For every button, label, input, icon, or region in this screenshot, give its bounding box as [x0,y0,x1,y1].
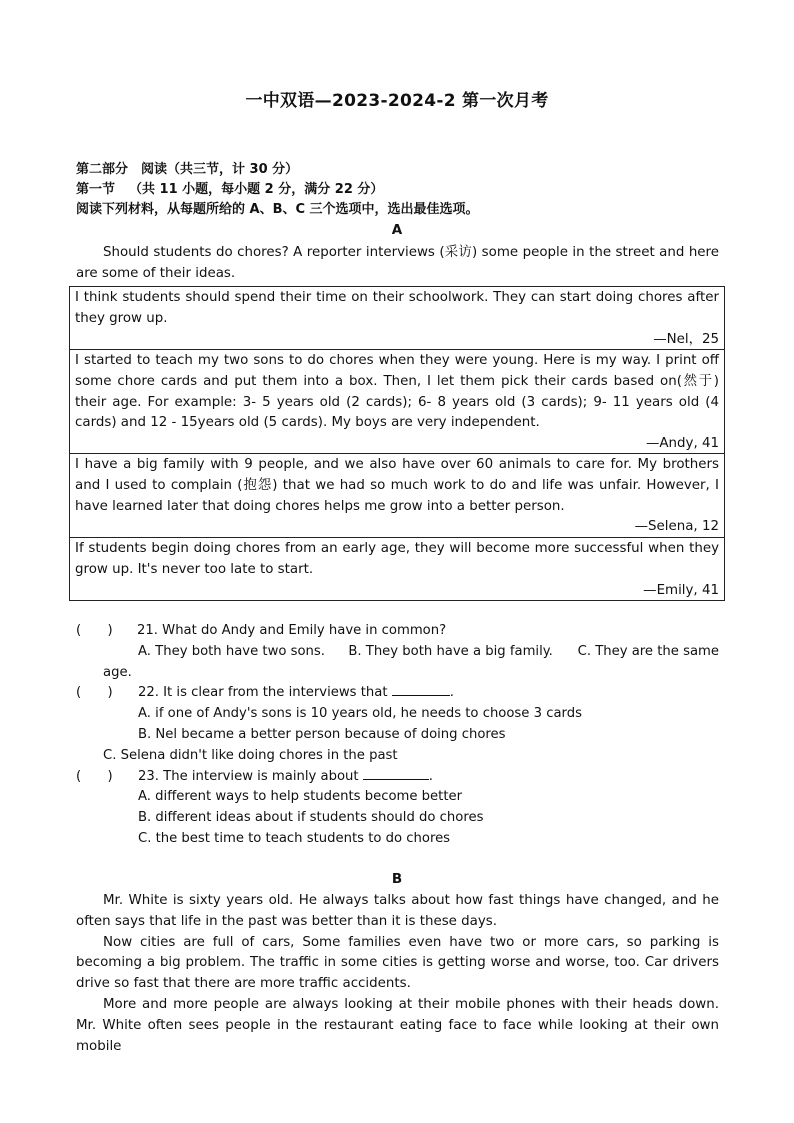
option-row [76,642,719,663]
passage-a-intro [76,243,719,285]
interview-signature: —Andy, 41 [645,436,719,452]
question-22: ( ) 22. It is clear from the interviews that . [76,683,719,704]
question-stem: 23. The interview is mainly about [138,768,359,784]
answer-blank[interactable] [392,683,450,696]
interview-signature: —Nel，25 [653,331,719,347]
passage-a-letter: A [391,222,403,238]
section-header [76,160,726,220]
instruction: 阅读下列材料，从每题所给的 A、B、C 三个选项中，选出最佳选项。 [76,202,479,217]
answer-bracket[interactable]: ( ) [76,623,113,638]
question-21 [76,621,719,642]
option-b[interactable]: B. different ideas about if students should do chores [138,810,484,826]
option-c[interactable]: C. They are the same [577,643,719,659]
page-title: 一中双语—2023-2024-2 第一次月考 [245,91,549,111]
answer-blank[interactable] [363,767,429,780]
section-line [76,180,726,200]
option-c[interactable]: C. Selena didn't like doing chores in the past [103,747,398,763]
answer-bracket[interactable]: ( ) [76,768,113,784]
intro-paragraph: Should students do chores? A reporter interviews (采访) some people in the street and here are some of their ideas. [76,245,719,281]
passage-b-letter: B [391,871,403,887]
section-detail: （共 11 小题，每小题 2 分，满分 22 分） [129,182,384,197]
option-b[interactable]: B. Nel became a better person because of doing chores [138,726,506,742]
interview-signature: —Selena, 12 [634,519,719,535]
passage-b-paragraph: Now cities are full of cars, Some families even have two or more cars, so parking is becoming a big problem. The traffic in some cities is getting worse and worse, too. Car drivers drive so fast that there are more traffic accidents. [76,934,719,992]
interview-row [70,454,724,538]
question-list [76,621,719,850]
option-wrap: age. [103,664,132,680]
option-c[interactable]: C. the best time to teach students to do chores [138,830,451,846]
passage-b [76,891,719,1057]
option-a[interactable]: A. if one of Andy's sons is 10 years old, he needs to choose 3 cards [138,706,582,722]
interview-row [70,287,724,350]
passage-b-paragraph: Mr. White is sixty years old. He always talks about how fast things have changed, and he often says that life in the past was better than it is these days. [76,893,719,929]
interview-table [69,286,725,601]
interview-text: If students begin doing chores from an early age, they will become more successful when they grow up. It's never too late to start. [75,541,719,577]
interview-text: I started to teach my two sons to do chores when they were young. Here is my way. I print off some chore cards and put them into a box. Then, I let them pick their cards based on(然于) their age. For example: 3- 5 years old (2 cards); 6- 8 years old (3 cards); 9- 11 years old (4 cards) and 12 - 15years old (5 cards). My boys are very independent. [75,353,719,431]
question-stem: 21. What do Andy and Emily have in common? [137,623,447,638]
option-b[interactable]: B. They both have a big family. [348,643,553,659]
option-a[interactable]: A. They both have two sons. [138,643,325,659]
answer-bracket[interactable]: ( ) [76,685,113,701]
interview-row [70,350,724,454]
option-a[interactable]: A. different ways to help students become better [138,789,463,805]
part-heading: 第二部分 阅读（共三节，计 30 分） [76,162,299,177]
interview-row [70,538,724,600]
interview-text: I have a big family with 9 people, and we also have over 60 animals to care for. My brothers and I used to complain (抱怨) that we had so much work to do and life was unfair. However, I have learned later that doing chores helps me grow into a better person. [75,457,719,514]
question-stem: 22. It is clear from the interviews that [138,685,388,701]
interview-text: I think students should spend their time on their schoolwork. They can start doing chores after they grow up. [75,290,719,326]
question-23: ( ) 23. The interview is mainly about . [76,767,719,788]
section-label: 第一节 [76,182,116,197]
interview-signature: —Emily, 41 [643,582,719,598]
passage-b-paragraph: More and more people are always looking at their mobile phones with their heads down. Mr. White often sees people in the restaurant eating face to face while looking at their own mobile [76,996,719,1054]
